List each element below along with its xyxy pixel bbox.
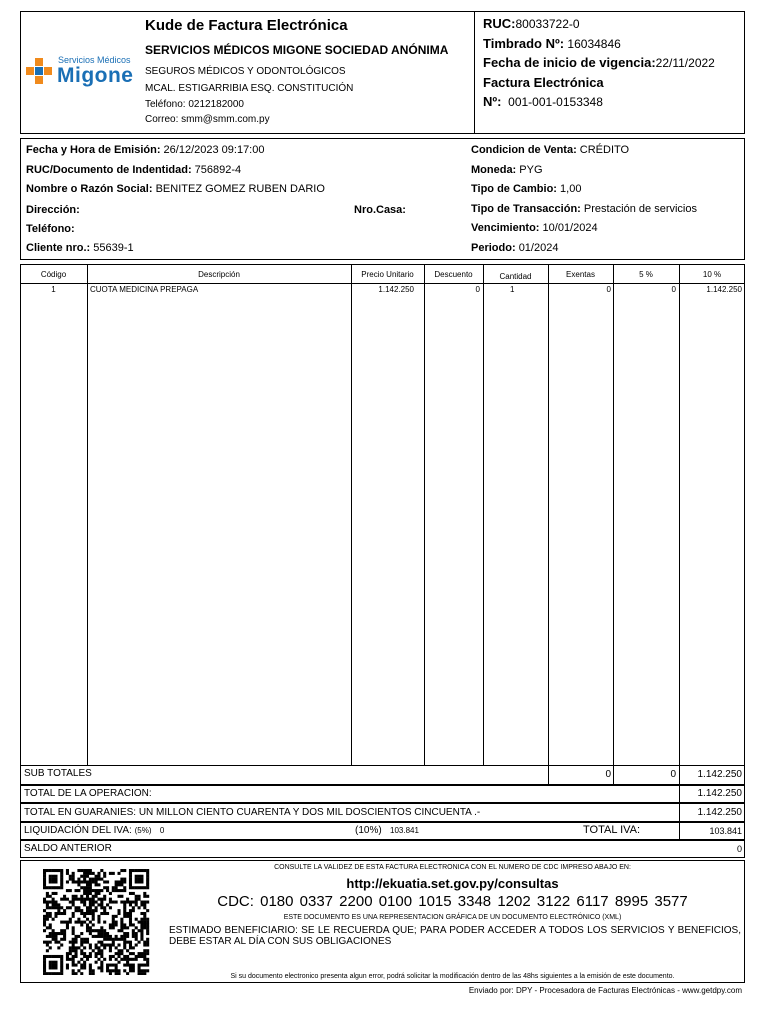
telefono-row <box>26 223 75 235</box>
direccion-label: Dirección: <box>26 204 80 216</box>
cell-codigo: 1 <box>51 285 56 294</box>
fecha-label: Fecha y Hora de Emisión: <box>26 144 161 156</box>
timbrado-row <box>483 36 621 51</box>
nrocasa-label: Nro.Casa: <box>354 204 406 216</box>
saldo-label: SALDO ANTERIOR <box>24 843 112 854</box>
col-sep-2 <box>351 264 352 765</box>
col-sep-4 <box>483 264 484 765</box>
enviado-text: Enviado por: DPY - Procesadora de Facturas Electrónicas - www.getdpy.com <box>468 986 742 995</box>
fecha-row <box>26 144 264 156</box>
col-sep-7 <box>679 264 680 785</box>
company-name: SERVICIOS MÉDICOS MIGONE SOCIEDAD ANÓNIMA <box>145 43 449 57</box>
cliente-value: 55639-1 <box>93 242 134 254</box>
ruc-row <box>483 16 580 31</box>
cambio-value: 1,00 <box>560 183 582 195</box>
moneda-row <box>471 164 543 176</box>
company-logo <box>26 56 140 90</box>
cliente-row <box>26 242 134 254</box>
th-exentas: Exentas <box>566 270 595 279</box>
logo-big-text: Migone <box>57 64 134 87</box>
timbrado-label: Timbrado Nº: <box>483 36 565 51</box>
condicion-value: CRÉDITO <box>579 144 630 156</box>
logo-small-text: Servicios Médicos <box>58 55 131 65</box>
header-divider <box>474 11 475 134</box>
estimado-text: ESTIMADO BENEFICIARIO: SE LE RECUERDA QUE; PARA PODER ACCEDER A TODOS LOS SERVICIOS Y BENEFICIOS, DEBE ESTAR AL DÍA CON SUS OBLIGACIONES <box>169 925 741 947</box>
moneda-label: Moneda: <box>471 164 517 176</box>
doc-title: Kude de Factura Electrónica <box>145 17 348 34</box>
vigencia-row <box>483 55 715 70</box>
saldo-row <box>20 840 745 858</box>
ruc-label: RUC: <box>483 16 516 31</box>
moneda-value: PYG <box>519 164 543 176</box>
factura-label: Factura Electrónica <box>483 75 604 90</box>
th-codigo: Código <box>40 270 67 279</box>
numero-label: Nº: <box>483 94 502 109</box>
th-5: 5 % <box>639 270 653 279</box>
company-line1: SEGUROS MÉDICOS Y ODONTOLÓGICOS <box>145 66 346 77</box>
transaccion-row <box>471 203 697 215</box>
subtotales-label: SUB TOTALES <box>24 768 92 779</box>
vencimiento-value: 10/01/2024 <box>542 222 598 234</box>
cell-descripcion: CUOTA MEDICINA PREPAGA <box>90 285 199 294</box>
ruc-doc-label: RUC/Documento de Indentidad: <box>26 164 192 176</box>
total-operacion-label: TOTAL DE LA OPERACION: <box>24 788 152 799</box>
condicion-row <box>471 144 629 156</box>
vigencia-label: Fecha de inicio de vigencia: <box>483 55 656 70</box>
fecha-value: 26/12/2023 09:17:00 <box>163 144 265 156</box>
th-descuento: Descuento <box>434 270 473 279</box>
transaccion-value: Prestación de servicios <box>583 203 697 215</box>
items-table <box>20 264 745 785</box>
col-sep-5 <box>548 264 549 785</box>
company-email: Correo: smm@smm.com.py <box>145 114 270 125</box>
cross-logo-icon <box>26 58 54 86</box>
cell-exentas: 0 <box>606 285 611 294</box>
nombre-label: Nombre o Razón Social: <box>26 183 153 195</box>
th-precio: Precio Unitario <box>361 270 414 279</box>
cambio-label: Tipo de Cambio: <box>471 183 557 195</box>
numero-row <box>483 94 603 109</box>
table-header-line <box>20 283 745 284</box>
qr-code-icon <box>40 869 152 975</box>
total-guaranies-value: 1.142.250 <box>697 807 742 818</box>
saldo-value: 0 <box>736 844 742 854</box>
total-iva-value: 103.841 <box>709 826 742 836</box>
numero-value: 001-001-0153348 <box>508 95 603 109</box>
total-operacion-value: 1.142.250 <box>697 788 742 799</box>
cambio-row <box>471 183 581 195</box>
periodo-row <box>471 242 558 254</box>
subtotal-10: 1.142.250 <box>697 769 742 780</box>
liquidacion-group <box>24 825 164 836</box>
col-sep-3 <box>424 264 425 765</box>
iva5-value: 0 <box>159 826 165 835</box>
subtotal-exentas: 0 <box>605 769 611 780</box>
vencimiento-label: Vencimiento: <box>471 222 540 234</box>
nombre-value: BENITEZ GOMEZ RUBEN DARIO <box>155 183 325 195</box>
total-guaranies-label: TOTAL EN GUARANIES: UN MILLON CIENTO CUARENTA Y DOS MIL DOSCIENTOS CINCUENTA .- <box>24 807 481 818</box>
iva10-group <box>355 825 419 836</box>
th-10: 10 % <box>702 270 722 279</box>
direccion-row <box>26 204 80 216</box>
transaccion-label: Tipo de Transacción: <box>471 203 581 215</box>
company-line2: MCAL. ESTIGARRIBIA ESQ. CONSTITUCIÓN <box>145 83 354 94</box>
timbrado-value: 16034846 <box>567 37 621 51</box>
iva10-value: 103.841 <box>390 826 419 835</box>
ruc-doc-row <box>26 164 241 176</box>
cell-cantidad: 1 <box>510 285 515 294</box>
error-note: Si su documento electronico presenta algun error, podrá solicitar la modificación dentro de las 48hs siguientes a la emisión de este documento. <box>230 973 675 980</box>
cliente-label: Cliente nro.: <box>26 242 91 254</box>
vigencia-value: 22/11/2022 <box>655 56 715 70</box>
nombre-row <box>26 183 325 195</box>
th-descripcion: Descripción <box>198 270 240 279</box>
consulte-text: CONSULTE LA VALIDEZ DE ESTA FACTURA ELECTRONICA CON EL NUMERO DE CDC IMPRESO ABAJO EN: <box>274 864 631 871</box>
col-sep-6 <box>613 264 614 785</box>
ruc-doc-value: 756892-4 <box>194 164 242 176</box>
iva5-label: (5%) <box>134 826 152 835</box>
total-iva-label: TOTAL IVA: <box>583 824 641 836</box>
iva10-label: (10%) <box>355 825 382 836</box>
col-sep-1 <box>87 264 88 765</box>
subtotal-5: 0 <box>670 769 676 780</box>
periodo-label: Periodo: <box>471 242 516 254</box>
cell-descuento: 0 <box>475 285 480 294</box>
company-phone: Teléfono: 0212182000 <box>145 99 244 110</box>
consultas-url[interactable]: http://ekuatia.set.gov.py/consultas <box>346 876 559 891</box>
liquidacion-label: LIQUIDACIÓN DEL IVA: <box>24 825 132 836</box>
ruc-value: 80033722-0 <box>515 17 580 31</box>
th-cantidad: Cantidad <box>499 272 532 281</box>
cdc-text: CDC: 0180 0337 2200 0100 1015 3348 1202 3122 6117 8995 3577 <box>217 893 688 910</box>
telefono-label: Teléfono: <box>26 223 75 235</box>
cell-10: 1.142.250 <box>706 285 742 294</box>
representacion-text: ESTE DOCUMENTO ES UNA REPRESENTACION GRÁFICA DE UN DOCUMENTO ELECTRÓNICO (XML) <box>283 914 622 921</box>
condicion-label: Condicion de Venta: <box>471 144 577 156</box>
qr-code <box>40 869 152 975</box>
cell-precio: 1.142.250 <box>378 285 414 294</box>
cell-5: 0 <box>671 285 676 294</box>
vencimiento-row <box>471 222 598 234</box>
nrocasa-row <box>354 204 406 216</box>
periodo-value: 01/2024 <box>518 242 559 254</box>
subtotal-line <box>20 765 745 766</box>
